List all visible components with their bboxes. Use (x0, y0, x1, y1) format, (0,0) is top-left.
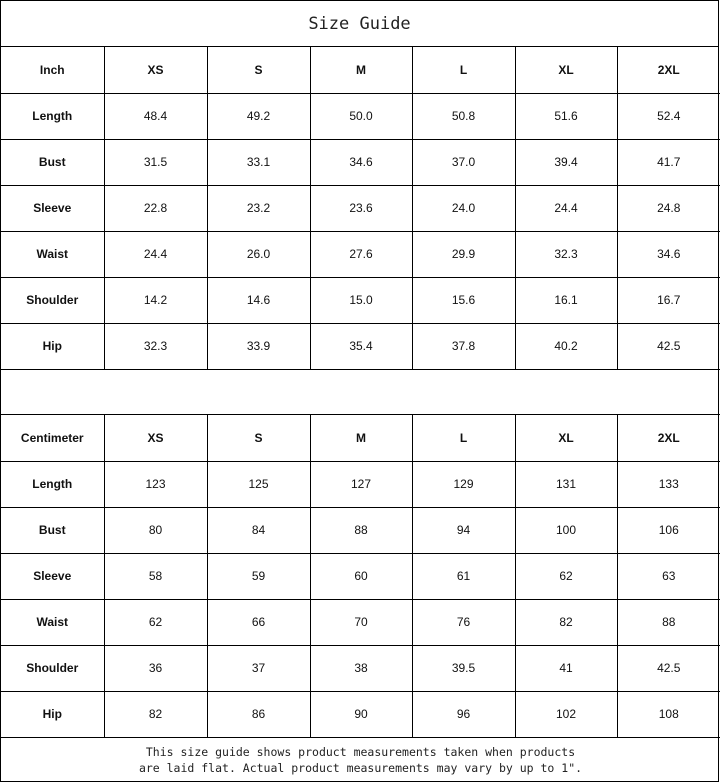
measurement-value-cell: 14.2 (104, 277, 207, 323)
measurement-value-cell: 35.4 (310, 323, 412, 369)
inch-size-table (1, 47, 720, 370)
measurement-label-cell: Waist (1, 599, 104, 645)
measurement-value-cell: 127 (310, 461, 412, 507)
measurement-value-cell: 37.8 (412, 323, 515, 369)
size-header-cell: M (310, 47, 412, 93)
measurement-value-cell: 48.4 (104, 93, 207, 139)
measurement-value-cell: 31.5 (104, 139, 207, 185)
measurement-value-cell: 62 (515, 553, 617, 599)
measurement-value-cell: 14.6 (207, 277, 310, 323)
measurement-value-cell: 33.9 (207, 323, 310, 369)
measurement-value-cell: 23.6 (310, 185, 412, 231)
measurement-value-cell: 41.7 (617, 139, 720, 185)
measurement-value-cell: 82 (104, 691, 207, 737)
table-row (1, 691, 720, 737)
measurement-value-cell: 24.0 (412, 185, 515, 231)
unit-header-cell: Inch (1, 47, 104, 93)
size-header-cell: L (412, 415, 515, 461)
measurement-value-cell: 88 (617, 599, 720, 645)
measurement-value-cell: 34.6 (617, 231, 720, 277)
size-header-cell: 2XL (617, 47, 720, 93)
size-header-cell: XS (104, 415, 207, 461)
measurement-value-cell: 50.8 (412, 93, 515, 139)
measurement-value-cell: 23.2 (207, 185, 310, 231)
measurement-value-cell: 49.2 (207, 93, 310, 139)
table-row (1, 139, 720, 185)
measurement-value-cell: 90 (310, 691, 412, 737)
measurement-value-cell: 129 (412, 461, 515, 507)
measurement-value-cell: 100 (515, 507, 617, 553)
page-title: Size Guide (1, 1, 718, 47)
measurement-value-cell: 33.1 (207, 139, 310, 185)
measurement-value-cell: 50.0 (310, 93, 412, 139)
measurement-label-cell: Bust (1, 139, 104, 185)
measurement-value-cell: 15.6 (412, 277, 515, 323)
measurement-label-cell: Sleeve (1, 553, 104, 599)
measurement-label-cell: Waist (1, 231, 104, 277)
measurement-value-cell: 24.4 (515, 185, 617, 231)
measurement-value-cell: 86 (207, 691, 310, 737)
measurement-label-cell: Hip (1, 691, 104, 737)
measurement-value-cell: 59 (207, 553, 310, 599)
table-row (1, 93, 720, 139)
measurement-value-cell: 60 (310, 553, 412, 599)
measurement-label-cell: Bust (1, 507, 104, 553)
measurement-value-cell: 42.5 (617, 645, 720, 691)
unit-header-cell: Centimeter (1, 415, 104, 461)
measurement-value-cell: 36 (104, 645, 207, 691)
measurement-value-cell: 37 (207, 645, 310, 691)
measurement-value-cell: 62 (104, 599, 207, 645)
measurement-value-cell: 70 (310, 599, 412, 645)
measurement-value-cell: 29.9 (412, 231, 515, 277)
measurement-value-cell: 42.5 (617, 323, 720, 369)
measurement-value-cell: 39.5 (412, 645, 515, 691)
measurement-value-cell: 106 (617, 507, 720, 553)
size-header-cell: S (207, 47, 310, 93)
size-header-cell: L (412, 47, 515, 93)
measurement-value-cell: 131 (515, 461, 617, 507)
measurement-value-cell: 84 (207, 507, 310, 553)
measurement-value-cell: 27.6 (310, 231, 412, 277)
measurement-value-cell: 125 (207, 461, 310, 507)
header-row (1, 47, 720, 93)
measurement-value-cell: 24.8 (617, 185, 720, 231)
measurement-value-cell: 88 (310, 507, 412, 553)
note-line-1: This size guide shows product measurements taken when products (145, 745, 576, 759)
measurement-value-cell: 32.3 (104, 323, 207, 369)
measurement-label-cell: Shoulder (1, 645, 104, 691)
measurement-value-cell: 24.4 (104, 231, 207, 277)
measurement-value-cell: 133 (617, 461, 720, 507)
measurement-value-cell: 80 (104, 507, 207, 553)
table-row (1, 553, 720, 599)
measurement-value-cell: 39.4 (515, 139, 617, 185)
table-row (1, 277, 720, 323)
table-row (1, 231, 720, 277)
header-row (1, 415, 720, 461)
measurement-value-cell: 34.6 (310, 139, 412, 185)
table-row (1, 461, 720, 507)
size-header-cell: M (310, 415, 412, 461)
table-row (1, 599, 720, 645)
table-row (1, 185, 720, 231)
measurement-value-cell: 40.2 (515, 323, 617, 369)
measurement-label-cell: Sleeve (1, 185, 104, 231)
measurement-value-cell: 58 (104, 553, 207, 599)
measurement-value-cell: 102 (515, 691, 617, 737)
measurement-value-cell: 82 (515, 599, 617, 645)
measurement-value-cell: 108 (617, 691, 720, 737)
size-header-cell: 2XL (617, 415, 720, 461)
measurement-value-cell: 26.0 (207, 231, 310, 277)
measurement-label-cell: Hip (1, 323, 104, 369)
measurement-value-cell: 94 (412, 507, 515, 553)
measurement-value-cell: 66 (207, 599, 310, 645)
centimeter-size-table (1, 415, 720, 738)
table-separator (1, 369, 720, 415)
size-header-cell: S (207, 415, 310, 461)
measurement-value-cell: 61 (412, 553, 515, 599)
measurement-note (1, 737, 720, 783)
table-row (1, 645, 720, 691)
measurement-label-cell: Length (1, 461, 104, 507)
table-row (1, 323, 720, 369)
measurement-value-cell: 63 (617, 553, 720, 599)
measurement-value-cell: 22.8 (104, 185, 207, 231)
size-header-cell: XL (515, 415, 617, 461)
measurement-value-cell: 16.7 (617, 277, 720, 323)
measurement-value-cell: 15.0 (310, 277, 412, 323)
measurement-value-cell: 38 (310, 645, 412, 691)
measurement-label-cell: Shoulder (1, 277, 104, 323)
table-row (1, 507, 720, 553)
measurement-value-cell: 32.3 (515, 231, 617, 277)
measurement-value-cell: 76 (412, 599, 515, 645)
measurement-value-cell: 52.4 (617, 93, 720, 139)
measurement-value-cell: 16.1 (515, 277, 617, 323)
measurement-value-cell: 41 (515, 645, 617, 691)
measurement-label-cell: Length (1, 93, 104, 139)
measurement-value-cell: 37.0 (412, 139, 515, 185)
size-header-cell: XS (104, 47, 207, 93)
measurement-value-cell: 96 (412, 691, 515, 737)
note-line-2: are laid flat. Actual product measurements may vary by up to 1". (138, 761, 583, 775)
measurement-value-cell: 123 (104, 461, 207, 507)
size-header-cell: XL (515, 47, 617, 93)
measurement-value-cell: 51.6 (515, 93, 617, 139)
